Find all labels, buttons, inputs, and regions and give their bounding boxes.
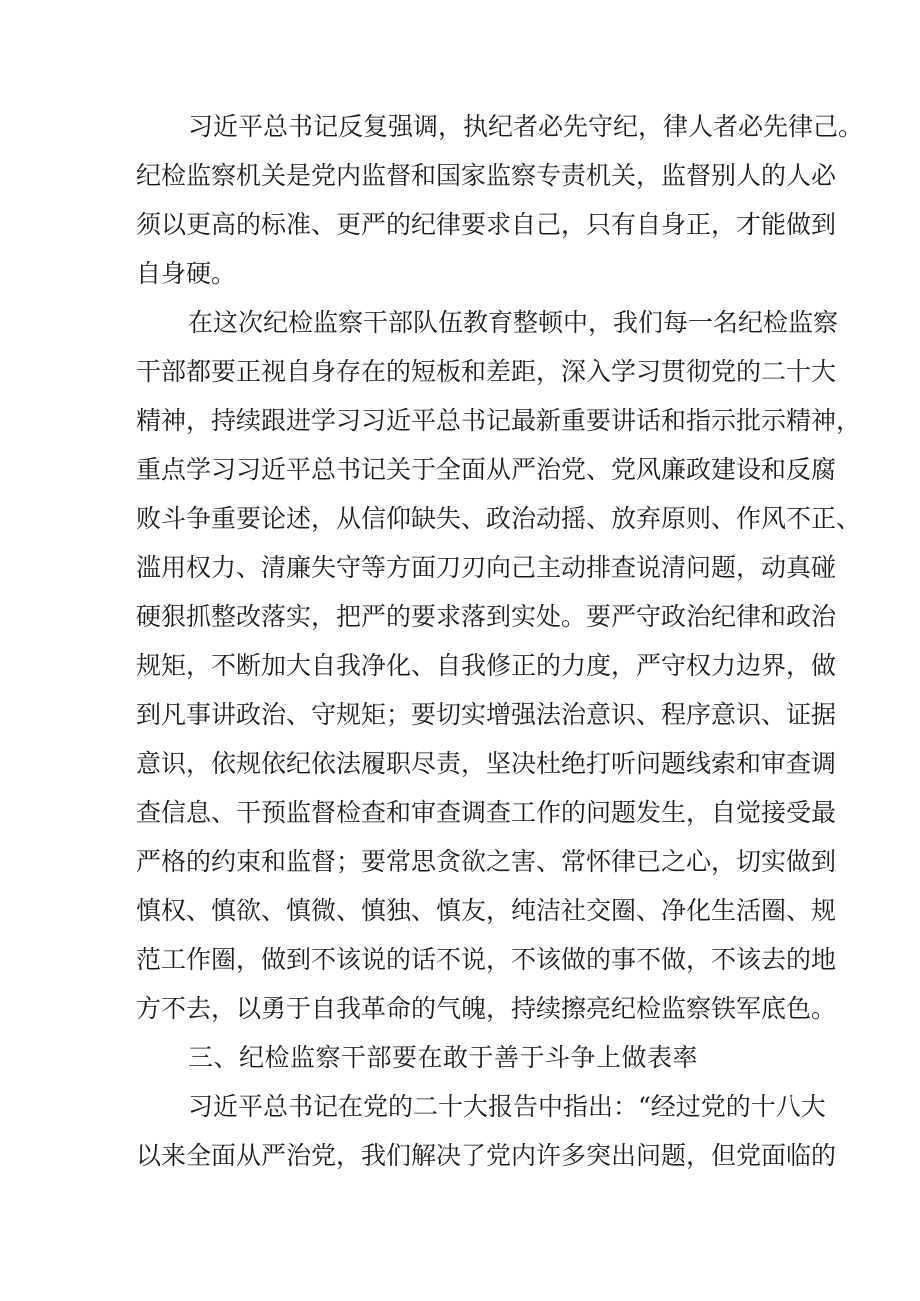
paragraph-1-line-2: 纪检监察机关是党内监督和国家监察专责机关，监督别人的人必: [136, 161, 837, 190]
paragraph-1-line-3: 须以更高的标准、更严的纪律要求自己，只有自身正，才能做到: [136, 210, 837, 239]
paragraph-2-line-14: 范工作圈，做到不该说的话不说，不该做的事不做，不该去的地: [136, 945, 837, 974]
paragraph-1-line-4: 自身硬。: [136, 259, 237, 288]
paragraph-2-line-6: 滥用权力、清廉失守等方面刀刃向己主动排查说清问题，动真碰: [136, 553, 837, 582]
paragraph-2-line-11: 查信息、干预监督检查和审查调查工作的问题发生，自觉接受最: [136, 798, 837, 827]
paragraph-2-line-15: 方不去，以勇于自我革命的气魄，持续擦亮纪检监察铁军底色。: [136, 994, 837, 1023]
paragraph-2-line-12: 严格的约束和监督；要常思贪欲之害、常怀律已之心，切实做到: [136, 847, 837, 876]
paragraph-2-line-1: 在这次纪检监察干部队伍教育整顿中，我们每一名纪检监察: [188, 308, 839, 337]
paragraph-2-line-9: 到凡事讲政治、守规矩；要切实增强法治意识、程序意识、证据: [136, 700, 837, 729]
paragraph-3-line-2: 以来全面从严治党，我们解决了党内许多突出问题，但党面临的: [136, 1141, 837, 1170]
paragraph-2-line-8: 规矩，不断加大自我净化、自我修正的力度，严守权力边界，做: [136, 651, 837, 680]
paragraph-2-line-3: 精神，持续跟进学习习近平总书记最新重要讲话和指示批示精神，: [136, 406, 862, 435]
paragraph-1-line-1: 习近平总书记反复强调，执纪者必先守纪，律人者必先律己。: [188, 112, 864, 141]
paragraph-2-line-2: 干部都要正视自身存在的短板和差距，深入学习贯彻党的二十大: [136, 357, 837, 386]
paragraph-2-line-7: 硬狠抓整改落实，把严的要求落到实处。要严守政治纪律和政治: [136, 602, 837, 631]
paragraph-2-line-13: 慎权、慎欲、慎微、慎独、慎友，纯洁社交圈、净化生活圈、规: [136, 896, 837, 925]
paragraph-2-line-10: 意识，依规依纪依法履职尽责，坚决杜绝打听问题线索和审查调: [136, 749, 837, 778]
section-heading: 三、纪检监察干部要在敢于善于斗争上做表率: [188, 1043, 699, 1072]
paragraph-3-line-1: 习近平总书记在党的二十大报告中指出：“经过党的十八大: [188, 1092, 826, 1121]
paragraph-2-line-4: 重点学习习近平总书记关于全面从严治党、党风廉政建设和反腐: [136, 455, 837, 484]
paragraph-2-line-5: 败斗争重要论述，从信仰缺失、政治动摇、放弃原则、作风不正、: [136, 504, 862, 533]
